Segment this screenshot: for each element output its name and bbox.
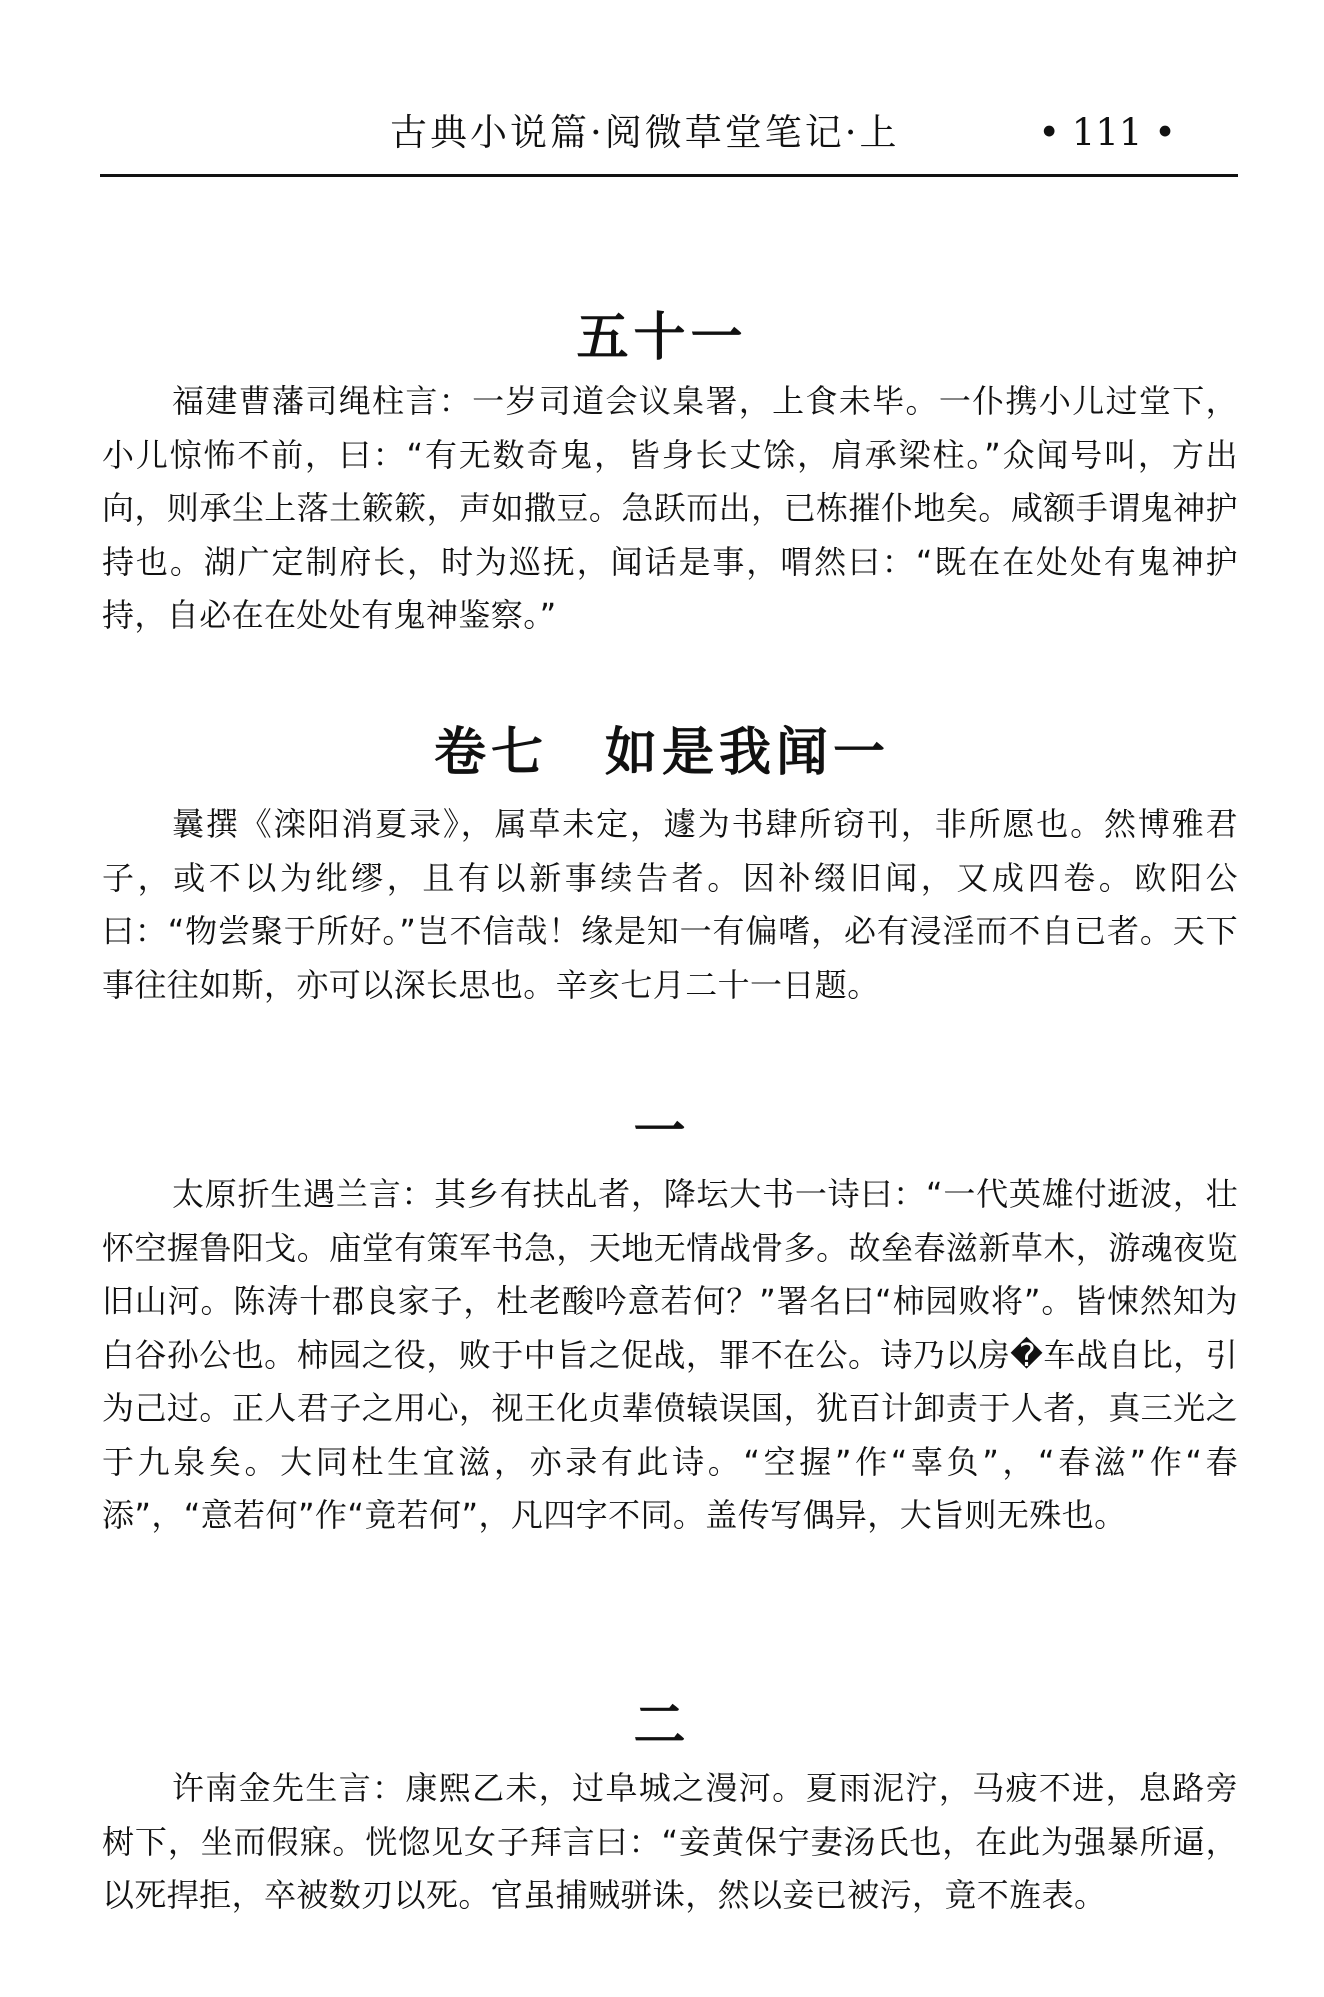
page-header	[100, 108, 1238, 177]
section-paragraph-51: 福建曹藩司绳柱言：一岁司道会议臬署，上食未毕。一仆携小儿过堂下，小儿惊怖不前，曰：“有无数奇鬼，皆身长丈馀，肩承梁柱。”众闻号叫，方出向，则承尘上落土簌簌，声如撒豆。急跃而出，已栋摧仆地矣。咸额手谓鬼神护持也。湖广定制府长，时为巡抚，闻话是事，喟然曰：“既在在处处有鬼神护持，自必在在处处有鬼神鉴察。”	[102, 382, 1238, 634]
section-heading-2: 二	[633, 1696, 691, 1757]
chapter-heading: 卷七 如是我闻一	[433, 722, 890, 783]
section-paragraph-2: 许南金先生言：康熙乙未，过阜城之漫河。夏雨泥泞，马疲不进，息路旁树下，坐而假寐。恍惚见女子拜言曰：“妾黄保宁妻汤氏也，在此为强暴所逼，以死捍拒，卒被数刃以死。官虽捕贼骈诛，然以妾已被污，竟不旌表。	[102, 1769, 1238, 1914]
section-heading-51: 五十一	[576, 308, 748, 369]
section-heading-1: 一	[633, 1102, 691, 1163]
chapter-preface: 曩撰《滦阳消夏录》，属草未定，遽为书肆所窃刊，非所愿也。然博雅君子，或不以为纰缪，且有以新事续告者。因补缀旧闻，又成四卷。欧阳公曰：“物尝聚于所好。”岂不信哉！缘是知一有偏嗜，必有浸淫而不自已者。天下事往往如斯，亦可以深长思也。辛亥七月二十一日题。	[102, 805, 1238, 1004]
running-title: 古典小说篇·阅微草堂笔记·上	[390, 111, 900, 154]
section-paragraph-1: 太原折生遇兰言：其乡有扶乩者，降坛大书一诗曰：“一代英雄付逝波，壮怀空握鲁阳戈。庙堂有策军书急，天地无情战骨多。故垒春滋新草木，游魂夜览旧山河。陈涛十郡良家子，杜老酸吟意若何？”署名曰“柿园败将”。皆悚然知为白谷孙公也。柿园之役，败于中旨之促战，罪不在公。诗乃以房�车战自比，引为己过。正人君子之用心，视王化贞辈偾辕误国，犹百计卸责于人者，真三光之于九泉矣。大同杜生宜滋，亦录有此诗。“空握”作“辜负”，“春滋”作“春添”，“意若何”作“竟若何”，凡四字不同。盖传写偶异，大旨则无殊也。	[102, 1175, 1238, 1534]
page-number: • 111 •	[1038, 111, 1176, 154]
